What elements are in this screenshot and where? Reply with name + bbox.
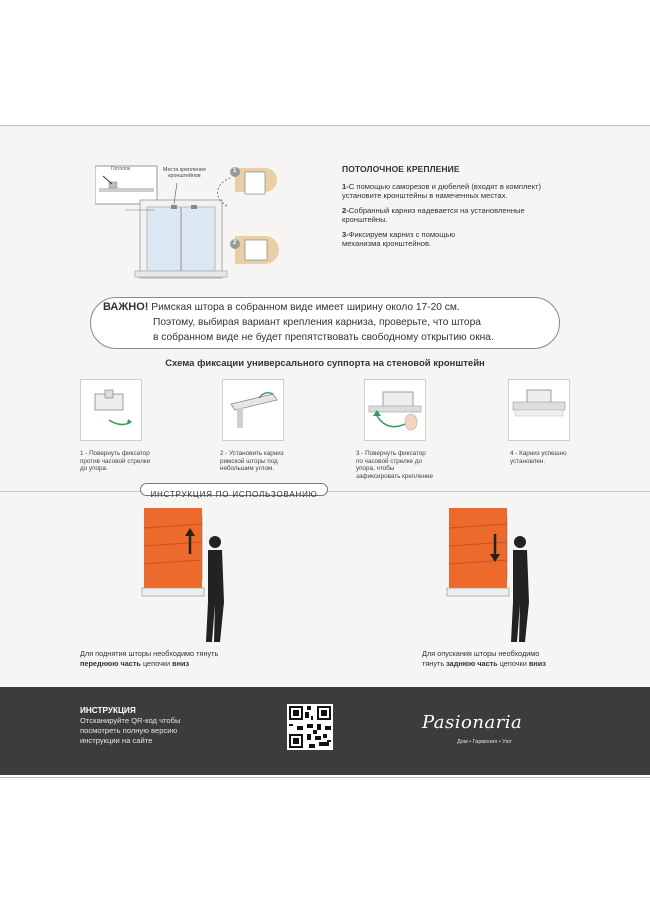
lower-instruction-line: Для опускания шторы необходимо bbox=[422, 649, 540, 658]
raise-front-part: переднюю часть bbox=[80, 659, 141, 668]
ceiling-inset-rail bbox=[99, 188, 154, 192]
bracket-step2 bbox=[245, 240, 267, 260]
caption-line: 2 - Установить карниз bbox=[220, 450, 284, 457]
scheme-step-2-image bbox=[222, 379, 284, 441]
important-label: ВАЖНО! bbox=[103, 301, 149, 313]
ceiling-step-text: С помощью саморезов и дюбелей (входят в комплект) bbox=[348, 182, 542, 191]
ceiling-step-text: установите кронштейны в намеченных местах. bbox=[342, 191, 508, 200]
raise-down: вниз bbox=[172, 659, 190, 668]
scheme-step-4-image bbox=[508, 379, 570, 441]
caption-line: против часовой стрелки bbox=[80, 457, 151, 465]
ceiling-step-number: 3- bbox=[342, 230, 349, 239]
raise-instruction-line: Для поднятия шторы необходимо тянуть bbox=[80, 649, 219, 658]
bracket-step1 bbox=[245, 172, 265, 194]
ceiling-label: Потолок bbox=[111, 166, 131, 172]
mount-points-label bbox=[163, 167, 206, 179]
footer-heading: ИНСТРУКЦИЯ bbox=[80, 706, 136, 715]
brand-logo: Pasionaria bbox=[422, 712, 523, 733]
ceiling-mount-title: ПОТОЛОЧНОЕ КРЕПЛЕНИЕ bbox=[342, 164, 460, 174]
person-body bbox=[206, 550, 224, 642]
scheme-step-3-image bbox=[364, 379, 426, 441]
ceiling-step-text: Фиксируем карниз с помощью bbox=[348, 230, 456, 239]
scheme-step-3-caption bbox=[356, 450, 456, 480]
lower-instruction bbox=[422, 649, 546, 669]
person-body bbox=[511, 550, 529, 642]
lower-mid: цепочки bbox=[497, 659, 529, 668]
caption-line: установлен. bbox=[510, 457, 546, 465]
person-head bbox=[514, 536, 526, 548]
lower-pre: тянуть bbox=[422, 659, 447, 668]
scheme-step-2-caption bbox=[220, 450, 320, 473]
ceiling-step-number: 2- bbox=[342, 206, 349, 215]
important-line-1 bbox=[103, 301, 460, 314]
footer-text bbox=[80, 716, 230, 746]
scheme-title: Схема фиксации универсального суппорта на стеновой кронштейн bbox=[165, 358, 485, 369]
scheme-step-4-caption bbox=[510, 450, 610, 465]
scheme-step-1-caption bbox=[80, 450, 180, 473]
window-sill bbox=[142, 588, 204, 596]
step1-number: 1 bbox=[233, 168, 237, 174]
qr-code[interactable] bbox=[287, 704, 333, 750]
lower-back-part: заднюю часть bbox=[446, 659, 498, 668]
lower-instruction-line bbox=[422, 659, 546, 669]
scheme-step-1-image bbox=[80, 379, 142, 441]
caption-line: римской шторы под bbox=[220, 457, 278, 465]
caption-line: 3 - Повернуть фиксатор bbox=[356, 450, 426, 457]
lower-blind-illustration bbox=[445, 506, 545, 646]
caption-line: по часовой стрелке до bbox=[356, 457, 422, 465]
footer-text-line: Отсканируйте QR-код чтобы bbox=[80, 716, 181, 725]
lower-down: вниз bbox=[528, 659, 546, 668]
person-head bbox=[209, 536, 221, 548]
caption-line: небольшим углом. bbox=[220, 465, 275, 472]
footer-text-line: посмотреть полную версию bbox=[80, 726, 178, 735]
raise-blind-illustration bbox=[140, 506, 240, 646]
ceiling-step-text: механизма кронштейнов. bbox=[342, 239, 432, 248]
step2-number: 2 bbox=[233, 240, 237, 246]
ceiling-step-text: Собранный карниз надевается на установленные bbox=[348, 206, 525, 215]
usage-title: ИНСТРУКЦИЯ ПО ИСПОЛЬЗОВАНИЮ bbox=[150, 490, 318, 499]
ceiling-step-3 bbox=[342, 230, 582, 248]
roman-blind bbox=[144, 508, 202, 588]
raise-instruction-line bbox=[80, 659, 218, 669]
roman-blind bbox=[449, 508, 507, 588]
ceiling-step-number: 1- bbox=[342, 182, 349, 191]
ceiling-step-2 bbox=[342, 206, 582, 224]
cornice-angle-illustration bbox=[223, 380, 283, 440]
mount-points-label-line: Места крепления bbox=[163, 167, 206, 173]
important-text: Римская штора в собранном виде имеет ширину около 17-20 см. bbox=[151, 302, 460, 313]
window-sill bbox=[135, 271, 227, 277]
ceiling-step-1 bbox=[342, 182, 582, 200]
cornice-installed-illustration bbox=[509, 380, 569, 440]
caption-line: упора, чтобы bbox=[356, 465, 395, 472]
bracket-turn-right-illustration bbox=[365, 380, 425, 440]
usage-title-box bbox=[140, 483, 328, 499]
caption-line: 1 - Повернуть фиксатор bbox=[80, 450, 150, 457]
caption-line: зафиксировать крепление bbox=[356, 472, 433, 480]
mount-point-left bbox=[171, 205, 177, 209]
caption-line: до упора. bbox=[80, 465, 108, 472]
bracket-turn-left-illustration bbox=[81, 380, 141, 440]
ceiling-step-text: кронштейны. bbox=[342, 215, 388, 224]
caption-line: 4 - Карниз успешно bbox=[510, 450, 567, 457]
raise-instruction bbox=[80, 649, 218, 669]
mount-points-label-line: кронштейнов bbox=[168, 173, 201, 179]
mount-point-right bbox=[191, 205, 197, 209]
important-line-2: Поэтому, выбирая вариант крепления карниза, проверьте, что штора bbox=[153, 317, 481, 328]
brand-tagline: Дом • Гармония • Уют bbox=[457, 739, 513, 745]
raise-mid: цепочки bbox=[140, 659, 173, 668]
window-sill bbox=[447, 588, 509, 596]
important-line-3: в собранном виде не будет препятствовать свободному открытию окна. bbox=[153, 332, 494, 343]
footer-text-line: инструкции на сайте bbox=[80, 736, 153, 745]
